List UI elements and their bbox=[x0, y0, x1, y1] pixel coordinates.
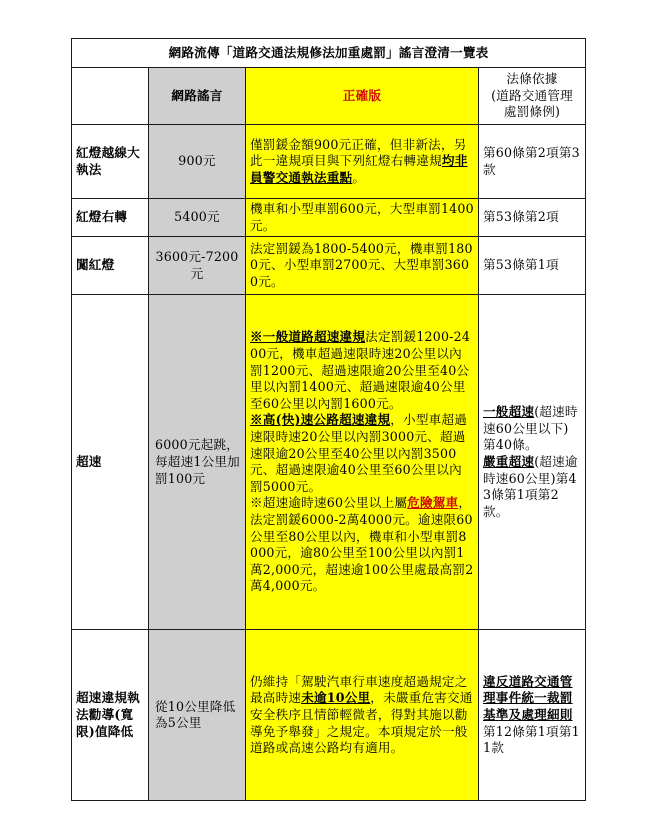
header-rumor: 網路謠言 bbox=[149, 68, 246, 125]
row-legal-basis bbox=[479, 630, 586, 801]
row-fact bbox=[246, 630, 479, 801]
header-correct-version: 正確版 bbox=[246, 68, 479, 125]
table-row bbox=[72, 295, 586, 630]
row-rumor: 6000元起跳，每超速1公里加罰100元 bbox=[149, 295, 246, 630]
row-rumor: 3600元-7200元 bbox=[149, 237, 246, 295]
row-legal-basis: 第53條第2項 bbox=[479, 199, 586, 237]
header-legal-basis-line1: 法條依據 bbox=[506, 71, 558, 87]
table-row bbox=[72, 630, 586, 801]
header-legal-basis-line2: (道路交通管理 bbox=[491, 87, 573, 103]
law-text-severe-speeding: (超速逾時速60公里)第43條第1項第2款。 bbox=[483, 453, 578, 519]
row-rumor: 從10公里降低為5公里 bbox=[149, 630, 246, 801]
row-topic: 超速 bbox=[72, 295, 149, 630]
row-fact bbox=[246, 125, 479, 199]
table-title-row bbox=[72, 39, 586, 68]
row-rumor: 5400元 bbox=[149, 199, 246, 237]
law-text-general-speeding: (超速時速60公里以下)第40條。 bbox=[483, 404, 578, 453]
page-title: 網路流傳「道路交通法規修法加重處罰」謠言澄清一覽表 bbox=[72, 39, 586, 68]
fact-text-plain: 僅罰鍰金額900元正確，但非新法，另此一違規項目與下列紅燈右轉違規 bbox=[250, 136, 467, 169]
fact-text-emphasis: 均非員警交通執法重點 bbox=[250, 153, 468, 185]
header-legal-basis-line3: 處罰條例) bbox=[503, 104, 561, 120]
table-row bbox=[72, 125, 586, 199]
fact-block1-text: 法定罰鍰1200-2400元，機車超過速限時速20公里以內罰1200元、超過速限逾20公里至40公里以內罰1400元、超過速限逾40公里至60公里以內罰1600元。 bbox=[250, 329, 471, 411]
fact-block2-emphasis: ※高(快)速公路超速違規 bbox=[250, 412, 391, 428]
fact-block2-text: ，小型車超過速限時速20公里以內罰3000元、超過速限逾20公里至40公里以內罰3500元、超過速限逾40公里至60公里以內罰5000元。 bbox=[250, 412, 468, 494]
header-legal-basis bbox=[479, 68, 586, 125]
table-header-row bbox=[72, 68, 586, 125]
law-emphasis-general-speeding: 一般超速 bbox=[483, 404, 535, 420]
row-topic: 超速違規執法勸導(寬限)值降低 bbox=[72, 630, 149, 801]
fact-text-plain: 仍維持「駕駛汽車行車速度超過規定之最高時速 bbox=[250, 673, 468, 706]
row-legal-basis bbox=[479, 295, 586, 630]
rumor-clarification-table bbox=[71, 38, 586, 801]
row-topic: 闖紅燈 bbox=[72, 237, 149, 295]
fact-block1-emphasis: ※一般道路超速違規 bbox=[250, 329, 366, 345]
row-fact bbox=[246, 295, 479, 630]
row-legal-basis: 第53條第1項 bbox=[479, 237, 586, 295]
table-row bbox=[72, 237, 586, 295]
row-rumor: 900元 bbox=[149, 125, 246, 199]
row-legal-basis: 第60條第2項第3款 bbox=[479, 125, 586, 199]
fact-block3-text: ，法定罰鍰6000-2萬4000元。逾速限60公里至80公里以內，機車和小型車罰8000元，逾80公里至100公里以內罰1萬2,000元，超速逾100公里處最高罰2萬4,000元。 bbox=[250, 495, 474, 594]
table-row bbox=[72, 199, 586, 237]
row-fact: 機車和小型車罰600元，大型車罰1400元。 bbox=[246, 199, 479, 237]
law-text-regulation: 第12條第1項第11款 bbox=[483, 723, 580, 756]
law-emphasis-severe-speeding: 嚴重超速 bbox=[483, 453, 535, 469]
row-fact: 法定罰鍰為1800-5400元，機車罰1800元、小型車罰2700元、大型車罰3600元。 bbox=[246, 237, 479, 295]
header-topic-blank bbox=[72, 68, 149, 125]
row-topic: 紅燈越線大執法 bbox=[72, 125, 149, 199]
fact-text-emphasis: 未逾10公里 bbox=[301, 690, 371, 706]
law-emphasis-regulation: 違反道路交通管理事件統一裁罰基準及處理細則 bbox=[483, 673, 573, 722]
fact-text-tail: 。 bbox=[352, 169, 366, 185]
fact-block3-red-emphasis: 危險駕車 bbox=[407, 495, 459, 511]
row-topic: 紅燈右轉 bbox=[72, 199, 149, 237]
fact-block3-pre: ※超速逾時速60公里以上屬 bbox=[250, 495, 408, 511]
fact-text-tail: ，未嚴重危害交通安全秩序且情節輕微者，得對其施以勸導免予舉發」之規定。本項規定於一般道路或高速公路均有適用。 bbox=[250, 690, 473, 756]
